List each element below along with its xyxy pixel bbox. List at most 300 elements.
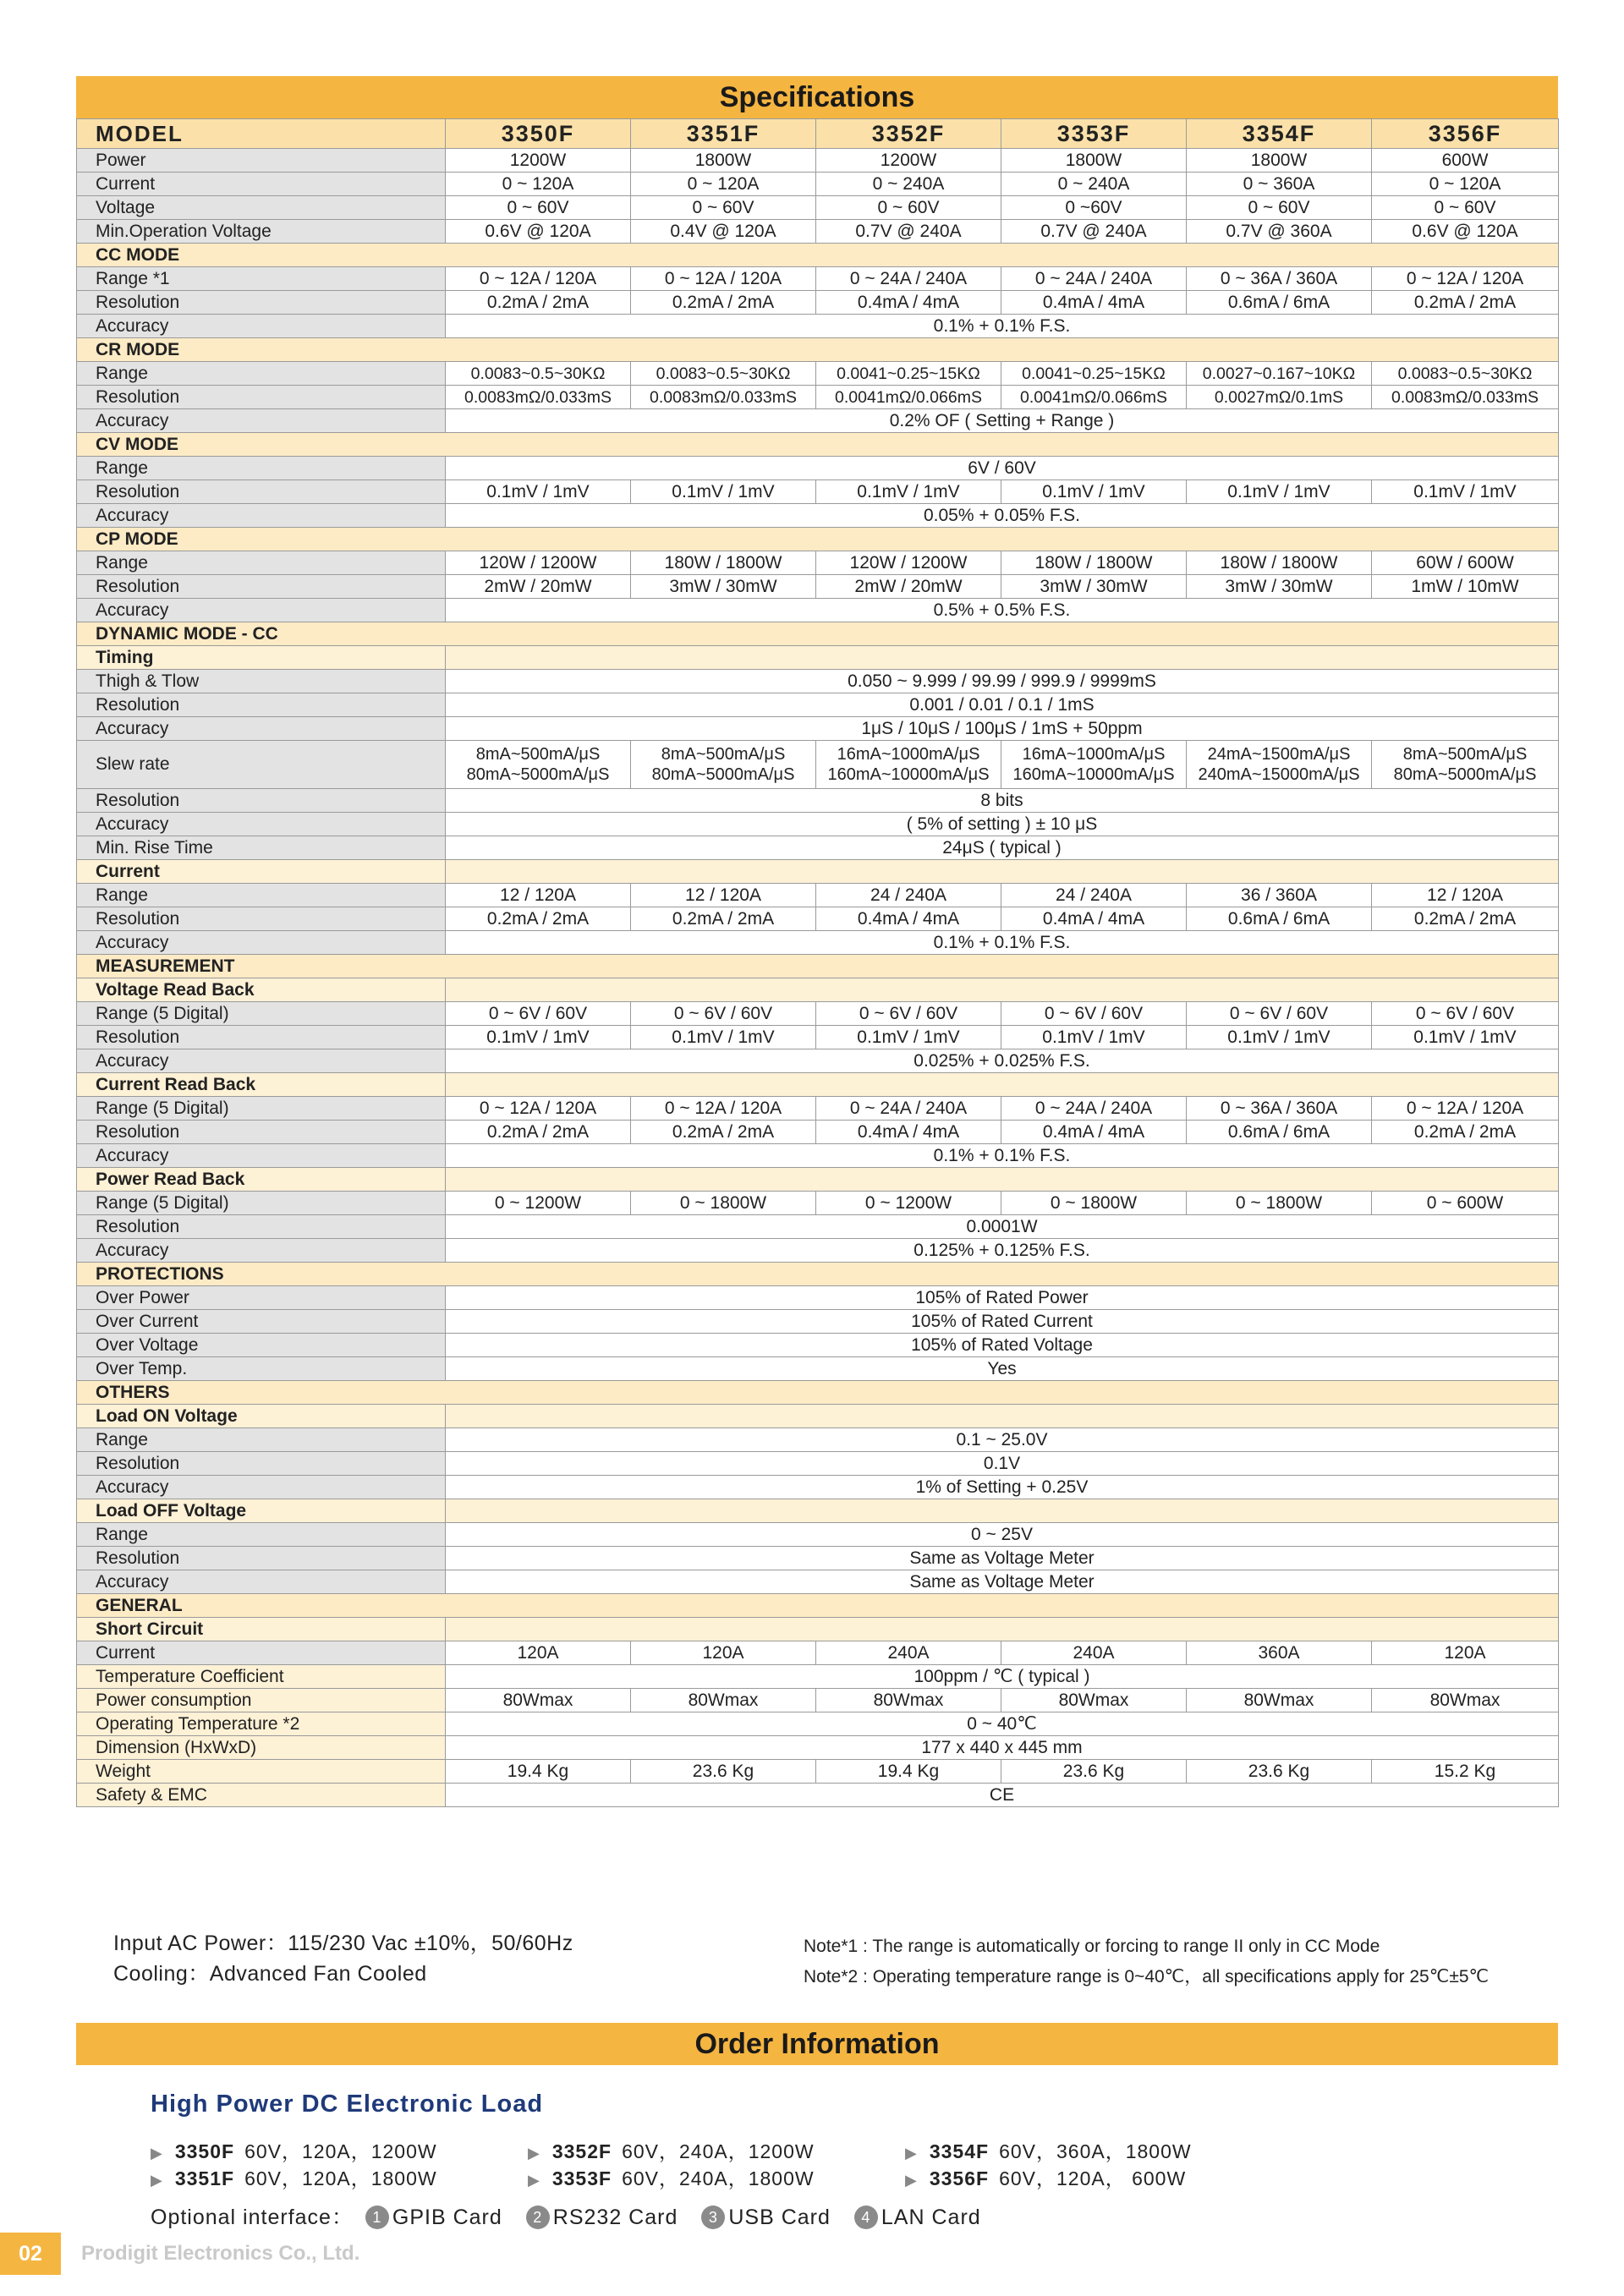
- spec-value: 0.4mA / 4mA: [1001, 1121, 1187, 1144]
- spec-value: 0.2mA / 2mA: [446, 291, 631, 315]
- spec-label: Accuracy: [77, 1239, 446, 1263]
- spec-value: 120W / 1200W: [816, 551, 1001, 575]
- spec-row: [77, 196, 1559, 220]
- section-header: [77, 622, 1559, 646]
- spec-value: 0 ~ 240A: [1001, 173, 1187, 196]
- spec-label: Resolution: [77, 480, 446, 504]
- spec-value: [446, 741, 631, 789]
- spec-value: 3mW / 30mW: [631, 575, 816, 599]
- spec-value: 0 ~ 6V / 60V: [1372, 1002, 1559, 1026]
- spec-row: [77, 457, 1559, 480]
- spec-label: Accuracy: [77, 1049, 446, 1073]
- spec-value: 600W: [1372, 149, 1559, 173]
- spec-value: 0 ~ 1800W: [631, 1192, 816, 1215]
- spec-label: Accuracy: [77, 504, 446, 528]
- spec-sheet: [76, 76, 1558, 2229]
- subsection-title: Short Circuit: [77, 1618, 446, 1641]
- card-number-badge: 4: [854, 2206, 878, 2229]
- spec-value-merged: 0.5% + 0.5% F.S.: [446, 599, 1559, 622]
- spec-value: 0.1mV / 1mV: [631, 1026, 816, 1049]
- spec-value: 0.6mA / 6mA: [1187, 1121, 1372, 1144]
- spec-value: 0.4V @ 120A: [631, 220, 816, 244]
- spec-row: [77, 1097, 1559, 1121]
- spec-value: 0 ~ 60V: [1372, 196, 1559, 220]
- spec-label: Operating Temperature *2: [77, 1712, 446, 1736]
- spec-value: 0.1mV / 1mV: [816, 1026, 1001, 1049]
- spec-value-merged: 8 bits: [446, 789, 1559, 813]
- spec-label: Over Current: [77, 1310, 446, 1334]
- spec-row: [77, 267, 1559, 291]
- subsection-header: [77, 646, 1559, 670]
- spec-value: 0.2mA / 2mA: [446, 1121, 631, 1144]
- spec-row: [77, 1144, 1559, 1168]
- subsection-filler: [446, 1405, 1559, 1428]
- section-header: [77, 433, 1559, 457]
- subsection-filler: [446, 1499, 1559, 1523]
- spec-value: 2mW / 20mW: [816, 575, 1001, 599]
- spec-value: [631, 741, 816, 789]
- subsection-title: Load OFF Voltage: [77, 1499, 446, 1523]
- spec-value: 1200W: [446, 149, 631, 173]
- spec-row: [77, 1712, 1559, 1736]
- spec-label: Range *1: [77, 267, 446, 291]
- spec-row: [77, 1665, 1559, 1689]
- order-model: 3351F: [174, 2167, 235, 2189]
- subsection-title: Voltage Read Back: [77, 978, 446, 1002]
- order-model: 3353F: [551, 2167, 612, 2189]
- model-3351F: 3351F: [631, 119, 816, 149]
- order-desc: 60V，120A， 600W: [999, 2167, 1187, 2189]
- spec-value: 0.0041mΩ/0.066mS: [816, 386, 1001, 409]
- spec-value-merged: ( 5% of setting ) ± 10 μS: [446, 813, 1559, 836]
- spec-label: Resolution: [77, 575, 446, 599]
- card-name: RS232 Card: [552, 2206, 678, 2229]
- spec-value: 120A: [1372, 1641, 1559, 1665]
- spec-value: 0 ~ 1800W: [1001, 1192, 1187, 1215]
- spec-label: Slew rate: [77, 741, 446, 789]
- order-desc: 60V，360A，1800W: [999, 2140, 1192, 2162]
- spec-label: Accuracy: [77, 1476, 446, 1499]
- spec-value-line: 16mA~1000mA/μS: [1022, 745, 1166, 764]
- order-model: 3352F: [551, 2140, 612, 2162]
- spec-value: 0.0083~0.5~30KΩ: [631, 362, 816, 386]
- spec-value-merged: 0.001 / 0.01 / 0.1 / 1mS: [446, 693, 1559, 717]
- spec-row: [77, 813, 1559, 836]
- spec-row: [77, 836, 1559, 860]
- spec-label: Resolution: [77, 1215, 446, 1239]
- spec-label: Accuracy: [77, 931, 446, 955]
- subsection-title: Power Read Back: [77, 1168, 446, 1192]
- spec-row: [77, 575, 1559, 599]
- spec-table: [76, 118, 1559, 1807]
- spec-row: [77, 1641, 1559, 1665]
- spec-value: 80Wmax: [1187, 1689, 1372, 1712]
- spec-value-merged: 0.1% + 0.1% F.S.: [446, 1144, 1559, 1168]
- spec-value: 0.6mA / 6mA: [1187, 291, 1372, 315]
- spec-value-merged: 0.05% + 0.05% F.S.: [446, 504, 1559, 528]
- spec-value: 2mW / 20mW: [446, 575, 631, 599]
- spec-row: [77, 149, 1559, 173]
- spec-value: 0.0041mΩ/0.066mS: [1001, 386, 1187, 409]
- spec-label: Resolution: [77, 1026, 446, 1049]
- spec-label: Thigh & Tlow: [77, 670, 446, 693]
- spec-value: 0 ~ 12A / 120A: [631, 267, 816, 291]
- spec-title: Specifications: [76, 76, 1558, 118]
- company-name: Prodigit Electronics Co., Ltd.: [81, 2242, 360, 2265]
- subsection-filler: [446, 646, 1559, 670]
- spec-row: [77, 1239, 1559, 1263]
- subsection-filler: [446, 978, 1559, 1002]
- order-item-3352F: [528, 2136, 815, 2164]
- spec-label: Accuracy: [77, 813, 446, 836]
- spec-value: 0.1mV / 1mV: [446, 1026, 631, 1049]
- spec-label: Resolution: [77, 386, 446, 409]
- spec-row: [77, 1689, 1559, 1712]
- spec-value-merged: Same as Voltage Meter: [446, 1570, 1559, 1594]
- spec-value-merged: Yes: [446, 1357, 1559, 1381]
- spec-label: Resolution: [77, 1452, 446, 1476]
- spec-row: [77, 931, 1559, 955]
- optional-interface: [151, 2200, 1000, 2231]
- spec-value: 24 / 240A: [816, 884, 1001, 907]
- spec-value: 120A: [446, 1641, 631, 1665]
- spec-value-line: 8mA~500mA/μS: [1402, 745, 1528, 764]
- spec-value: 0 ~ 24A / 240A: [816, 267, 1001, 291]
- spec-label: Range: [77, 551, 446, 575]
- spec-value: [1001, 741, 1187, 789]
- spec-value: 0 ~ 36A / 360A: [1187, 267, 1372, 291]
- order-title: Order Information: [76, 2023, 1558, 2065]
- model-3352F: 3352F: [816, 119, 1001, 149]
- spec-value: 0.0041~0.25~15KΩ: [816, 362, 1001, 386]
- spec-value-merged: 0.025% + 0.025% F.S.: [446, 1049, 1559, 1073]
- subsection-header: [77, 1499, 1559, 1523]
- spec-value: 0 ~ 12A / 120A: [446, 267, 631, 291]
- order-subtitle: High Power DC Electronic Load: [151, 2091, 544, 2118]
- spec-row: [77, 362, 1559, 386]
- spec-value: 0.0083~0.5~30KΩ: [1372, 362, 1559, 386]
- subsection-header: [77, 978, 1559, 1002]
- spec-value-line: 24mA~1500mA/μS: [1207, 745, 1351, 764]
- spec-value: 0.1mV / 1mV: [816, 480, 1001, 504]
- spec-label: Range: [77, 362, 446, 386]
- spec-value: 19.4 Kg: [446, 1760, 631, 1784]
- spec-value: 0.0083mΩ/0.033mS: [446, 386, 631, 409]
- spec-value: 0.4mA / 4mA: [816, 907, 1001, 931]
- spec-value-line: 80mA~5000mA/μS: [1393, 765, 1537, 784]
- spec-value-line: 16mA~1000mA/μS: [837, 745, 980, 764]
- section-header: [77, 1381, 1559, 1405]
- spec-value-merged: 24μS ( typical ): [446, 836, 1559, 860]
- subsection-filler: [446, 1073, 1559, 1097]
- card-number-badge: 1: [365, 2206, 389, 2229]
- spec-label: Current: [77, 173, 446, 196]
- spec-row: [77, 1357, 1559, 1381]
- spec-value: 0 ~ 12A / 120A: [446, 1097, 631, 1121]
- spec-value-merged: 105% of Rated Current: [446, 1310, 1559, 1334]
- spec-row: [77, 1049, 1559, 1073]
- spec-value: 0.1mV / 1mV: [1001, 1026, 1187, 1049]
- spec-value-merged: 0.050 ~ 9.999 / 99.99 / 999.9 / 9999mS: [446, 670, 1559, 693]
- spec-label: Resolution: [77, 1547, 446, 1570]
- subsection-header: [77, 1618, 1559, 1641]
- order-desc: 60V，120A，1200W: [244, 2140, 437, 2162]
- spec-value: 0 ~ 24A / 240A: [1001, 267, 1187, 291]
- spec-value: 80Wmax: [816, 1689, 1001, 1712]
- section-header: [77, 528, 1559, 551]
- spec-value: 12 / 120A: [446, 884, 631, 907]
- spec-label: Resolution: [77, 907, 446, 931]
- spec-label: Weight: [77, 1760, 446, 1784]
- spec-value: 0 ~ 12A / 120A: [631, 1097, 816, 1121]
- spec-label: Range: [77, 1523, 446, 1547]
- spec-value: [1187, 741, 1372, 789]
- card-name: LAN Card: [881, 2206, 981, 2229]
- spec-row: [77, 1026, 1559, 1049]
- spec-value: 0.2mA / 2mA: [631, 907, 816, 931]
- spec-value-merged: Same as Voltage Meter: [446, 1547, 1559, 1570]
- spec-value: 1800W: [1187, 149, 1372, 173]
- spec-value-merged: 1μS / 10μS / 100μS / 1mS + 50ppm: [446, 717, 1559, 741]
- spec-value: 0.0027~0.167~10KΩ: [1187, 362, 1372, 386]
- subsection-header: [77, 860, 1559, 884]
- spec-value: 0.7V @ 240A: [1001, 220, 1187, 244]
- optional-interface-label: Optional interface：: [151, 2206, 354, 2229]
- footnote-2: Note*2 : Operating temperature range is 0~40℃，all specifications apply for 25℃±5℃: [804, 1967, 1490, 1986]
- spec-value: 15.2 Kg: [1372, 1760, 1559, 1784]
- spec-label: Accuracy: [77, 1570, 446, 1594]
- spec-label: Accuracy: [77, 409, 446, 433]
- spec-value-merged: 0 ~ 40℃: [446, 1712, 1559, 1736]
- section-header: [77, 1594, 1559, 1618]
- spec-row: [77, 741, 1559, 789]
- spec-label: Over Temp.: [77, 1357, 446, 1381]
- spec-value-merged: 177 x 440 x 445 mm: [446, 1736, 1559, 1760]
- section-header: [77, 338, 1559, 362]
- order-desc: 60V，240A，1200W: [622, 2140, 815, 2162]
- section-header: [77, 1263, 1559, 1286]
- spec-value: 0 ~ 12A / 120A: [1372, 1097, 1559, 1121]
- spec-row: [77, 504, 1559, 528]
- spec-value-line: 160mA~10000mA/μS: [1012, 765, 1175, 784]
- spec-label: Power consumption: [77, 1689, 446, 1712]
- card-name: USB Card: [728, 2206, 831, 2229]
- spec-row: [77, 1215, 1559, 1239]
- spec-value: 0 ~ 6V / 60V: [816, 1002, 1001, 1026]
- spec-value: 80Wmax: [1372, 1689, 1559, 1712]
- subsection-title: Current Read Back: [77, 1073, 446, 1097]
- spec-value-line: 8mA~500mA/μS: [661, 745, 786, 764]
- spec-notes: [76, 1928, 1558, 1996]
- order-item-3351F: [151, 2163, 437, 2191]
- spec-label: Min. Rise Time: [77, 836, 446, 860]
- spec-value: 0.0083~0.5~30KΩ: [446, 362, 631, 386]
- spec-row: [77, 599, 1559, 622]
- spec-value: 23.6 Kg: [1001, 1760, 1187, 1784]
- spec-row: [77, 1121, 1559, 1144]
- spec-value: 0 ~ 240A: [816, 173, 1001, 196]
- spec-row: [77, 1784, 1559, 1807]
- section-title: MEASUREMENT: [77, 955, 1559, 978]
- spec-value: 0.4mA / 4mA: [816, 291, 1001, 315]
- order-item-3356F: [905, 2163, 1186, 2191]
- spec-value-merged: 0.1% + 0.1% F.S.: [446, 315, 1559, 338]
- spec-row: [77, 1334, 1559, 1357]
- section-title: DYNAMIC MODE - CC: [77, 622, 1559, 646]
- spec-value: 0.4mA / 4mA: [1001, 907, 1187, 931]
- spec-label: Temperature Coefficient: [77, 1665, 446, 1689]
- spec-value-line: 80mA~5000mA/μS: [651, 765, 795, 784]
- spec-value-merged: 0 ~ 25V: [446, 1523, 1559, 1547]
- spec-value: 12 / 120A: [1372, 884, 1559, 907]
- spec-value: 0.1mV / 1mV: [1001, 480, 1187, 504]
- subsection-title: Load ON Voltage: [77, 1405, 446, 1428]
- triangle-bullet-icon: ▶: [151, 2145, 163, 2162]
- spec-value: 0 ~ 120A: [1372, 173, 1559, 196]
- spec-label: Min.Operation Voltage: [77, 220, 446, 244]
- spec-value-merged: 0.2% OF ( Setting + Range ): [446, 409, 1559, 433]
- spec-value-merged: 100ppm / ℃ ( typical ): [446, 1665, 1559, 1689]
- spec-value: 0.1mV / 1mV: [1372, 1026, 1559, 1049]
- spec-value: 3mW / 30mW: [1187, 575, 1372, 599]
- spec-value-merged: 0.0001W: [446, 1215, 1559, 1239]
- card-number-badge: 3: [701, 2206, 725, 2229]
- spec-label: Accuracy: [77, 1144, 446, 1168]
- spec-label: Resolution: [77, 291, 446, 315]
- spec-value: 0 ~ 6V / 60V: [1187, 1002, 1372, 1026]
- spec-label: Safety & EMC: [77, 1784, 446, 1807]
- triangle-bullet-icon: ▶: [905, 2145, 918, 2162]
- spec-label: Range: [77, 884, 446, 907]
- spec-value: 0.6V @ 120A: [446, 220, 631, 244]
- spec-value-line: 160mA~10000mA/μS: [827, 765, 990, 784]
- spec-value: 0 ~ 1200W: [446, 1192, 631, 1215]
- order-model: 3350F: [174, 2140, 235, 2162]
- spec-value: 0.2mA / 2mA: [631, 1121, 816, 1144]
- spec-value: 0.2mA / 2mA: [446, 907, 631, 931]
- model-3353F: 3353F: [1001, 119, 1187, 149]
- spec-label: Voltage: [77, 196, 446, 220]
- spec-row: [77, 1452, 1559, 1476]
- spec-value-merged: 105% of Rated Voltage: [446, 1334, 1559, 1357]
- page-footer: [0, 2233, 1624, 2275]
- spec-label: Range: [77, 1428, 446, 1452]
- spec-row: [77, 1476, 1559, 1499]
- spec-value: 24 / 240A: [1001, 884, 1187, 907]
- spec-value: 0 ~ 6V / 60V: [1001, 1002, 1187, 1026]
- spec-row: [77, 789, 1559, 813]
- spec-row: [77, 315, 1559, 338]
- spec-value: 0.2mA / 2mA: [1372, 1121, 1559, 1144]
- subsection-title: Current: [77, 860, 446, 884]
- spec-value-merged: 0.1V: [446, 1452, 1559, 1476]
- spec-value: 60W / 600W: [1372, 551, 1559, 575]
- spec-value: 0.4mA / 4mA: [816, 1121, 1001, 1144]
- spec-value: 0.7V @ 360A: [1187, 220, 1372, 244]
- spec-label: Power: [77, 149, 446, 173]
- spec-value: 23.6 Kg: [631, 1760, 816, 1784]
- spec-value: 0.7V @ 240A: [816, 220, 1001, 244]
- spec-value: 180W / 1800W: [1187, 551, 1372, 575]
- spec-row: [77, 480, 1559, 504]
- spec-value: 180W / 1800W: [631, 551, 816, 575]
- spec-label: Range: [77, 457, 446, 480]
- spec-row: [77, 1428, 1559, 1452]
- card-number-badge: 2: [526, 2206, 550, 2229]
- page-number: 02: [0, 2233, 61, 2275]
- spec-value: 240A: [816, 1641, 1001, 1665]
- spec-row: [77, 670, 1559, 693]
- section-header: [77, 955, 1559, 978]
- spec-row: [77, 1570, 1559, 1594]
- spec-value: 0 ~ 600W: [1372, 1192, 1559, 1215]
- spec-value: 180W / 1800W: [1001, 551, 1187, 575]
- order-model: 3354F: [929, 2140, 990, 2162]
- spec-label: Over Power: [77, 1286, 446, 1310]
- spec-value: 0 ~ 1200W: [816, 1192, 1001, 1215]
- spec-row: [77, 1523, 1559, 1547]
- spec-value-merged: 105% of Rated Power: [446, 1286, 1559, 1310]
- spec-value: 360A: [1187, 1641, 1372, 1665]
- model-3350F: 3350F: [446, 119, 631, 149]
- order-item-3350F: [151, 2136, 437, 2164]
- spec-value: 0.1mV / 1mV: [1372, 480, 1559, 504]
- section-title: OTHERS: [77, 1381, 1559, 1405]
- spec-value: [1372, 741, 1559, 789]
- order-desc: 60V，120A，1800W: [244, 2167, 437, 2189]
- model-3354F: 3354F: [1187, 119, 1372, 149]
- spec-value: 120W / 1200W: [446, 551, 631, 575]
- spec-value: 0.6mA / 6mA: [1187, 907, 1372, 931]
- spec-label: Accuracy: [77, 717, 446, 741]
- spec-row: [77, 884, 1559, 907]
- spec-value: 1800W: [631, 149, 816, 173]
- spec-value: 0.0041~0.25~15KΩ: [1001, 362, 1187, 386]
- spec-row: [77, 291, 1559, 315]
- spec-label: Over Voltage: [77, 1334, 446, 1357]
- spec-value: [816, 741, 1001, 789]
- spec-value: 0.4mA / 4mA: [1001, 291, 1187, 315]
- spec-value: 0 ~ 24A / 240A: [1001, 1097, 1187, 1121]
- section-header: [77, 244, 1559, 267]
- spec-row: [77, 1310, 1559, 1334]
- section-title: PROTECTIONS: [77, 1263, 1559, 1286]
- spec-value: 0.2mA / 2mA: [1372, 907, 1559, 931]
- spec-value: 1800W: [1001, 149, 1187, 173]
- spec-value: 1mW / 10mW: [1372, 575, 1559, 599]
- triangle-bullet-icon: ▶: [528, 2145, 540, 2162]
- model-header-row: [77, 119, 1559, 149]
- spec-value: 0.6V @ 120A: [1372, 220, 1559, 244]
- spec-label: Accuracy: [77, 599, 446, 622]
- spec-value: 0 ~ 60V: [631, 196, 816, 220]
- spec-value-merged: 6V / 60V: [446, 457, 1559, 480]
- spec-value: 0 ~ 60V: [1187, 196, 1372, 220]
- spec-label: Resolution: [77, 789, 446, 813]
- spec-value: 23.6 Kg: [1187, 1760, 1372, 1784]
- section-title: GENERAL: [77, 1594, 1559, 1618]
- subsection-filler: [446, 1618, 1559, 1641]
- subsection-header: [77, 1405, 1559, 1428]
- spec-value: 80Wmax: [446, 1689, 631, 1712]
- spec-value: 1200W: [816, 149, 1001, 173]
- spec-row: [77, 693, 1559, 717]
- spec-value: 0 ~ 120A: [446, 173, 631, 196]
- spec-value: 36 / 360A: [1187, 884, 1372, 907]
- cooling-note: Cooling：Advanced Fan Cooled: [113, 1962, 427, 1986]
- spec-value: 0.1mV / 1mV: [631, 480, 816, 504]
- section-title: CV MODE: [77, 433, 1559, 457]
